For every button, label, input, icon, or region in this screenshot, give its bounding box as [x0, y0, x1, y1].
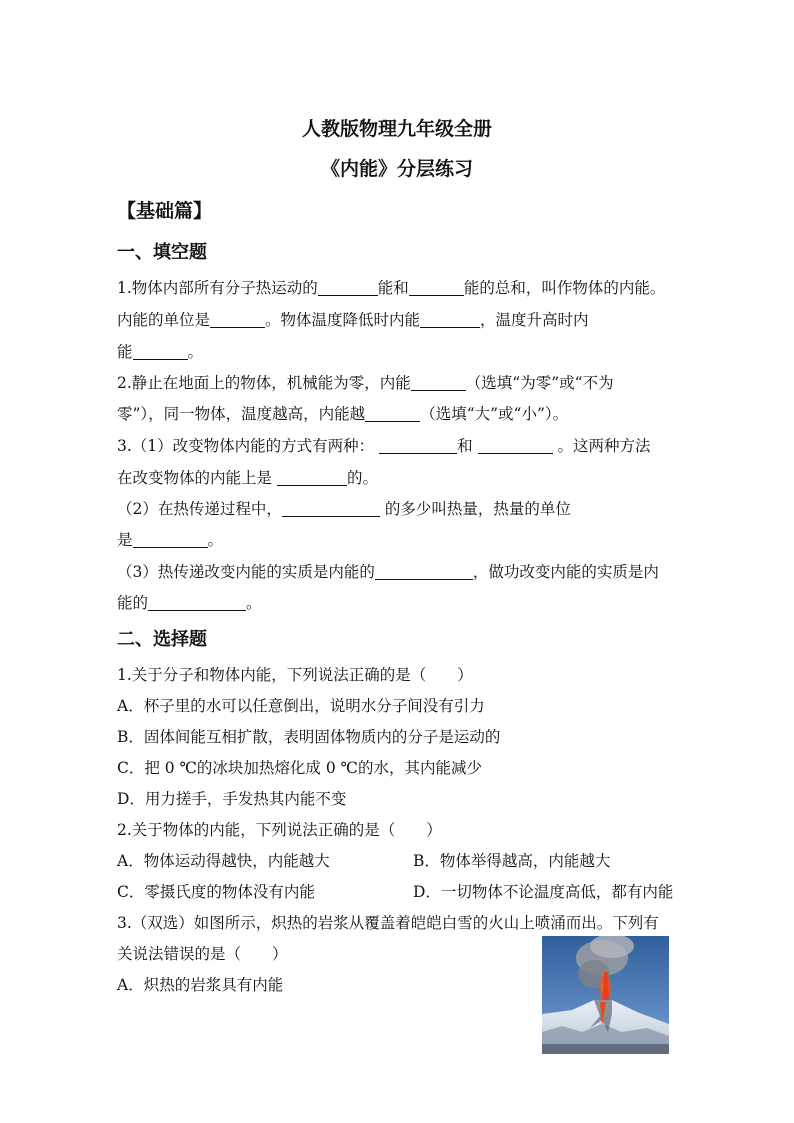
choice-2-option-c[interactable]: C．零摄氏度的物体没有内能 [117, 883, 315, 901]
answer-blank[interactable] [420, 312, 480, 329]
page-title: 人教版物理九年级全册 [301, 118, 492, 140]
text-segment: 2.静止在地面上的物体，机械能为零，内能 [117, 374, 411, 392]
text-segment: 。这两种方法 [557, 437, 651, 455]
text-segment: 。 [246, 594, 262, 612]
answer-blank[interactable] [133, 344, 188, 361]
answer-blank[interactable] [365, 406, 420, 423]
choice-3-stem-line-2: 关说法错误的是（ ） [117, 945, 288, 963]
text-segment: ，做功改变内能的实质是内 [472, 563, 659, 581]
text-segment: （选填“大”或“小”）。 [420, 405, 569, 423]
question-3-line-4 [117, 528, 223, 550]
text-segment: 是 [117, 531, 133, 549]
text-segment: ，温度升高时内 [480, 311, 589, 329]
text-segment: 的多少叫热量，热量的单位 [384, 500, 571, 518]
question-3-line-6 [117, 591, 262, 613]
text-segment: 和 [457, 437, 473, 455]
question-3-line-1 [117, 434, 651, 456]
answer-blank[interactable] [282, 501, 380, 518]
answer-blank[interactable] [478, 438, 553, 455]
answer-blank[interactable] [210, 312, 265, 329]
answer-blank[interactable] [148, 595, 246, 612]
answer-blank[interactable] [409, 280, 464, 297]
choice-2-option-d[interactable]: D．一切物体不论温度高低，都有内能 [413, 883, 674, 901]
answer-blank[interactable] [318, 280, 378, 297]
answer-blank[interactable] [133, 532, 208, 549]
section-basic-heading: 【基础篇】 [117, 200, 213, 222]
text-segment: 内能的单位是 [117, 311, 211, 329]
text-segment: （选填“为零”或“不为 [465, 374, 614, 392]
choice-3-stem-line-1: 3.（双选）如图所示，炽热的岩浆从覆盖着皑皑白雪的火山上喷涌而出。下列有 [117, 914, 659, 932]
question-3-line-3 [117, 497, 571, 519]
text-segment: 能的 [117, 594, 149, 612]
question-1-line-2 [117, 308, 589, 330]
choice-1-stem: 1.关于分子和物体内能，下列说法正确的是（ ） [117, 666, 473, 684]
choice-3-option-a[interactable]: A．炽热的岩浆具有内能 [117, 976, 284, 994]
text-segment: 在改变物体的内能上是 [117, 469, 273, 487]
text-segment: （3）热传递改变内能的实质是内能的 [117, 563, 375, 581]
page-subtitle: 《内能》分层练习 [320, 158, 473, 180]
answer-blank[interactable] [375, 564, 473, 581]
question-1-line-3 [117, 340, 203, 362]
answer-blank[interactable] [277, 470, 347, 487]
choice-2-stem: 2.关于物体的内能，下列说法正确的是（ ） [117, 821, 442, 839]
answer-blank[interactable] [411, 375, 466, 392]
text-segment: 1.物体内部所有分子热运动的 [117, 279, 318, 297]
choice-1-option-d[interactable]: D．用力搓手，手发热其内能不变 [117, 790, 347, 808]
question-3-line-5 [117, 560, 659, 582]
question-2-line-1 [117, 371, 614, 393]
text-segment: 3.（1）改变物体内能的方式有两种： [117, 437, 375, 455]
question-2-line-2 [117, 402, 568, 424]
choice-1-option-a[interactable]: A．杯子里的水可以任意倒出，说明水分子间没有引力 [117, 697, 485, 715]
text-segment: 能的总和，叫作物体的内能。 [463, 279, 666, 297]
question-1-line-1 [117, 276, 665, 298]
text-segment: 。 [207, 531, 224, 549]
answer-blank[interactable] [379, 438, 457, 455]
text-segment: 。物体温度降低时内能 [265, 311, 421, 329]
text-segment: （2）在热传递过程中， [117, 500, 282, 518]
text-segment: 的。 [346, 469, 378, 487]
multiple-choice-heading: 二、选择题 [117, 629, 207, 650]
text-segment: 能 [117, 343, 133, 361]
choice-1-option-c[interactable]: C．把 0 ℃的冰块加热熔化成 0 ℃的水，其内能减少 [117, 759, 482, 777]
choice-1-option-b[interactable]: B．固体间能互相扩散，表明固体物质内的分子是运动的 [117, 728, 501, 746]
text-segment: 零”），同一物体，温度越高，内能越 [117, 405, 366, 423]
text-segment: 能和 [377, 279, 409, 297]
text-segment: 。 [187, 343, 204, 361]
choice-2-option-b[interactable]: B．物体举得越高，内能越大 [413, 852, 611, 870]
choice-2-option-a[interactable]: A．物体运动得越快，内能越大 [117, 852, 330, 870]
fill-blank-heading: 一、填空题 [117, 242, 207, 263]
question-3-line-2 [117, 466, 378, 488]
volcano-eruption-image [542, 936, 669, 1054]
